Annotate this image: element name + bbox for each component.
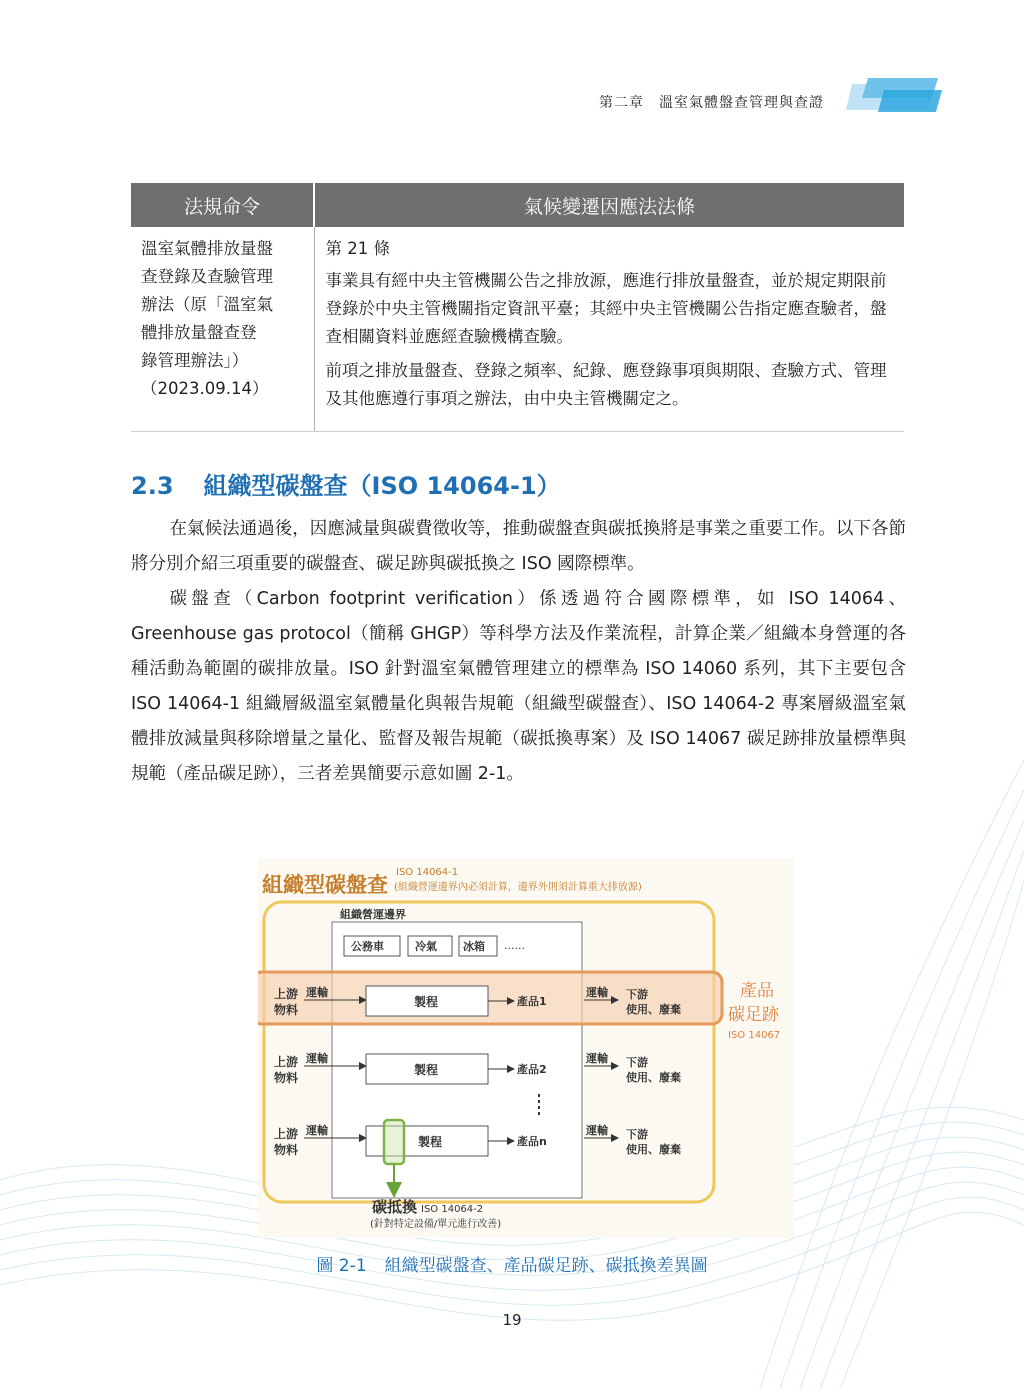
boundary-label: 組織營運邊界 [340, 908, 406, 921]
regulation-date: （2023.09.14） [141, 379, 269, 398]
row-transport-out: 運輸 [586, 1052, 608, 1065]
row-process: 製程 [414, 1063, 439, 1077]
row-upstream: 上游 [274, 987, 299, 1001]
table-row [131, 227, 904, 432]
row-transport-out: 運輸 [586, 1124, 608, 1137]
body-paragraph: 碳盤查（Carbon footprint verification）係透過符合國際標準，如 ISO 14064、Greenhouse gas protocol（簡稱 GHGP）等科學方法及作業流程，計算企業／組織本身營運的各種活動為範圍的碳排放量。ISO 針對溫室氣體管理建立的標準為 ISO 14060 系列，其下主要包含 ISO 14064-1 組織層級溫室氣體量化與報告規範（組織型碳盤查）、ISO 14064-2 專案層級溫室氣體排放減量與移除增量之量化、監督及報告規範（碳抵換專案）及 ISO 14067 碳足跡排放量標準與規範（產品碳足跡），三者差異簡要示意如圖 2-1。 [131, 589, 906, 784]
regulation-name-cell [131, 227, 314, 432]
table-header-climate-law: 氣候變遷因應法法條 [314, 183, 904, 227]
row-material: 物料 [274, 1071, 299, 1085]
regulation-name-line: 查登錄及查驗管理 [141, 267, 273, 286]
body-text [131, 512, 906, 792]
row-product: 產品1 [517, 995, 547, 1008]
section-number: 2.3 [131, 472, 174, 500]
figure-title: 組織型碳盤查 [262, 873, 388, 897]
row-downstream: 下游 [626, 1128, 648, 1141]
row-transport-out: 運輸 [586, 986, 608, 999]
facility-fridge: 冰箱 [463, 940, 485, 953]
row-process: 製程 [414, 995, 439, 1009]
section-heading [131, 466, 561, 501]
header-decoration [838, 76, 948, 116]
figure-caption-text: 組織型碳盤查、產品碳足跡、碳抵換差異圖 [384, 1256, 708, 1276]
row-use-disposal: 使用、廢棄 [626, 1071, 681, 1084]
regulation-name-line: 溫室氣體排放量盤 [141, 239, 273, 258]
article-paragraph: 事業具有經中央主管機關公告之排放源，應進行排放量盤查，並於規定期限前登錄於中央主管機關指定資訊平臺；其經中央主管機關公告指定應查驗者，盤查相關資料並應經查驗機構查驗。 [325, 271, 887, 346]
article-paragraph: 前項之排放量盤查、登錄之頻率、紀錄、應登錄事項與期限、查驗方式、管理及其他應遵行事項之辦法，由中央主管機關定之。 [325, 361, 887, 408]
regulation-name-line: 錄管理辦法」） [141, 351, 249, 370]
article-number: 第 21 條 [325, 239, 390, 258]
offset-iso: ISO 14064-2 [421, 1204, 484, 1215]
table-header-regulation: 法規命令 [131, 183, 314, 227]
row-use-disposal: 使用、廢棄 [626, 1003, 681, 1016]
offset-highlight-box [384, 1120, 404, 1164]
row-downstream: 下游 [626, 988, 648, 1001]
regulation-name-line: 體排放量盤查登 [141, 323, 257, 342]
product-footprint-label-2: 碳足跡 [728, 1005, 779, 1025]
body-paragraph: 在氣候法通過後，因應減量與碳費徵收等，推動碳盤查與碳抵換將是事業之重要工作。以下各節將分別介紹三項重要的碳盤查、碳足跡與碳抵換之 ISO 國際標準。 [131, 519, 906, 574]
offset-note: (針對特定設備/單元進行改善) [370, 1219, 502, 1230]
row-material: 物料 [274, 1003, 299, 1017]
figure-iso-note: (組織營運邊界內必須計算，邊界外則須計算重大排放源) [394, 882, 642, 893]
row-downstream: 下游 [626, 1056, 648, 1069]
figure-diagram [258, 858, 794, 1238]
row-product: 產品n [517, 1135, 547, 1148]
page-number: 19 [502, 1311, 522, 1329]
figure-iso-title: ISO 14064-1 [396, 867, 459, 878]
row-process: 製程 [418, 1135, 443, 1149]
row-upstream: 上游 [274, 1055, 299, 1069]
product-footprint-label: 產品 [740, 981, 774, 1001]
row-transport-in: 運輸 [306, 1124, 328, 1137]
figure-caption [0, 1251, 1024, 1276]
law-article-cell [314, 227, 904, 432]
row-material: 物料 [274, 1143, 299, 1157]
offset-label: 碳抵換 [372, 1198, 418, 1216]
figure-number: 圖 2-1 [316, 1256, 367, 1276]
product-footprint-iso: ISO 14067 [728, 1030, 781, 1041]
row-product: 產品2 [517, 1063, 547, 1076]
regulation-name-line: 辦法（原「溫室氣 [141, 295, 273, 314]
facility-more: ...... [504, 939, 525, 952]
section-title: 組織型碳盤查（ISO 14064-1） [203, 472, 561, 500]
row-use-disposal: 使用、廢棄 [626, 1143, 681, 1156]
page-header [0, 92, 1024, 116]
chapter-title: 第二章 溫室氣體盤查管理與查證 [599, 95, 824, 111]
row-transport-in: 運輸 [306, 1052, 328, 1065]
facility-vehicle: 公務車 [351, 940, 384, 953]
regulation-table [131, 183, 904, 432]
row-upstream: 上游 [274, 1127, 299, 1141]
row-transport-in: 運輸 [306, 986, 328, 999]
facility-aircon: 冷氣 [415, 940, 437, 953]
